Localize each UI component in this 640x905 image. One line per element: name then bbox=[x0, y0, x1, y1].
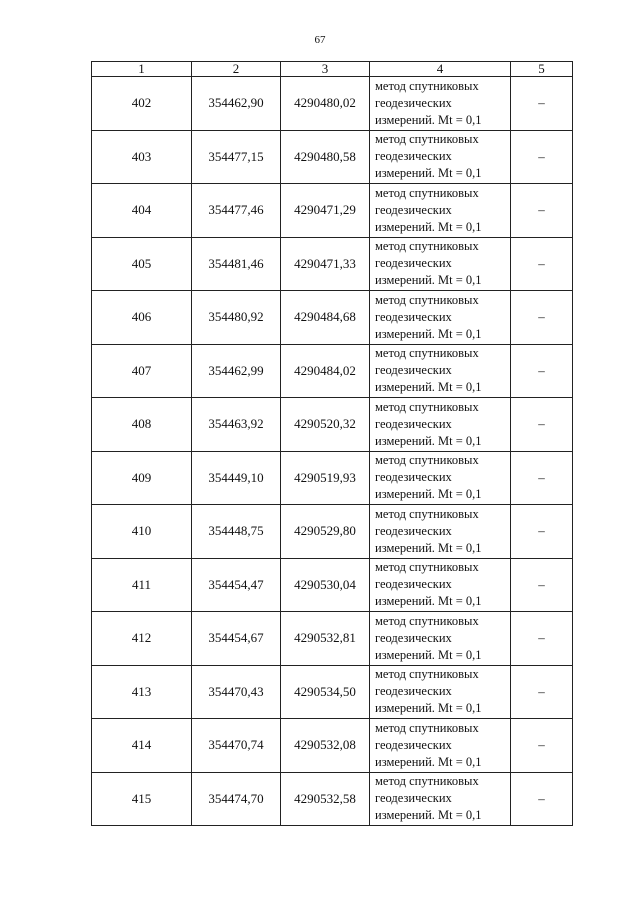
table-row bbox=[92, 344, 573, 398]
method-text-line: измерений. Mt = 0,1 bbox=[375, 326, 482, 341]
y-coordinate-cell: 4290532,08 bbox=[281, 719, 370, 773]
column-5-cell: – bbox=[511, 505, 573, 559]
y-coordinate-cell: 4290484,68 bbox=[281, 291, 370, 345]
method-cell bbox=[370, 77, 511, 131]
method-text-line: геодезических bbox=[375, 791, 452, 806]
table-row bbox=[92, 719, 573, 773]
method-text-line: измерений. Mt = 0,1 bbox=[375, 166, 482, 181]
point-number-cell: 411 bbox=[92, 558, 192, 612]
method-cell bbox=[370, 612, 511, 666]
column-header-3: 3 bbox=[281, 62, 370, 77]
x-coordinate-cell: 354454,67 bbox=[192, 612, 281, 666]
y-coordinate-cell: 4290532,58 bbox=[281, 772, 370, 826]
method-text-line: метод спутниковых bbox=[375, 720, 479, 735]
table-row bbox=[92, 398, 573, 452]
x-coordinate-cell: 354481,46 bbox=[192, 237, 281, 291]
y-coordinate-cell: 4290519,93 bbox=[281, 451, 370, 505]
method-text-line: геодезических bbox=[375, 95, 452, 110]
x-coordinate-cell: 354463,92 bbox=[192, 398, 281, 452]
method-cell bbox=[370, 558, 511, 612]
method-cell bbox=[370, 505, 511, 559]
column-header-4: 4 bbox=[370, 62, 511, 77]
method-text-line: измерений. Mt = 0,1 bbox=[375, 219, 482, 234]
table-row bbox=[92, 558, 573, 612]
method-text-line: измерений. Mt = 0,1 bbox=[375, 808, 482, 823]
point-number-cell: 403 bbox=[92, 130, 192, 184]
method-text-line: измерений. Mt = 0,1 bbox=[375, 112, 482, 127]
y-coordinate-cell: 4290520,32 bbox=[281, 398, 370, 452]
method-text-line: геодезических bbox=[375, 363, 452, 378]
point-number-cell: 405 bbox=[92, 237, 192, 291]
point-number-cell: 412 bbox=[92, 612, 192, 666]
method-text-line: геодезических bbox=[375, 577, 452, 592]
method-cell bbox=[370, 344, 511, 398]
method-text-line: измерений. Mt = 0,1 bbox=[375, 754, 482, 769]
method-cell bbox=[370, 451, 511, 505]
method-text-line: метод спутниковых bbox=[375, 78, 479, 93]
method-text-line: метод спутниковых bbox=[375, 667, 479, 682]
method-text-line: метод спутниковых bbox=[375, 560, 479, 575]
point-number-cell: 406 bbox=[92, 291, 192, 345]
method-text-line: геодезических bbox=[375, 309, 452, 324]
table-row bbox=[92, 184, 573, 238]
column-5-cell: – bbox=[511, 398, 573, 452]
method-text-line: метод спутниковых bbox=[375, 185, 479, 200]
method-cell bbox=[370, 130, 511, 184]
method-text-line: геодезических bbox=[375, 202, 452, 217]
y-coordinate-cell: 4290480,02 bbox=[281, 77, 370, 131]
table-row bbox=[92, 612, 573, 666]
column-5-cell: – bbox=[511, 665, 573, 719]
coordinates-table bbox=[91, 61, 573, 826]
x-coordinate-cell: 354477,46 bbox=[192, 184, 281, 238]
method-text-line: метод спутниковых bbox=[375, 346, 479, 361]
table-row bbox=[92, 237, 573, 291]
method-text-line: геодезических bbox=[375, 630, 452, 645]
table-row bbox=[92, 665, 573, 719]
table-header bbox=[92, 62, 573, 77]
y-coordinate-cell: 4290534,50 bbox=[281, 665, 370, 719]
column-header-2: 2 bbox=[192, 62, 281, 77]
column-5-cell: – bbox=[511, 344, 573, 398]
method-text-line: метод спутниковых bbox=[375, 399, 479, 414]
method-text-line: геодезических bbox=[375, 684, 452, 699]
point-number-cell: 402 bbox=[92, 77, 192, 131]
x-coordinate-cell: 354470,74 bbox=[192, 719, 281, 773]
y-coordinate-cell: 4290484,02 bbox=[281, 344, 370, 398]
method-text-line: метод спутниковых bbox=[375, 613, 479, 628]
point-number-cell: 413 bbox=[92, 665, 192, 719]
method-cell bbox=[370, 291, 511, 345]
method-text-line: метод спутниковых bbox=[375, 506, 479, 521]
method-text-line: метод спутниковых bbox=[375, 292, 479, 307]
point-number-cell: 404 bbox=[92, 184, 192, 238]
method-text-line: измерений. Mt = 0,1 bbox=[375, 273, 482, 288]
column-header-5: 5 bbox=[511, 62, 573, 77]
method-text-line: измерений. Mt = 0,1 bbox=[375, 701, 482, 716]
y-coordinate-cell: 4290530,04 bbox=[281, 558, 370, 612]
x-coordinate-cell: 354448,75 bbox=[192, 505, 281, 559]
method-cell bbox=[370, 665, 511, 719]
method-text-line: измерений. Mt = 0,1 bbox=[375, 380, 482, 395]
column-5-cell: – bbox=[511, 77, 573, 131]
x-coordinate-cell: 354462,99 bbox=[192, 344, 281, 398]
column-5-cell: – bbox=[511, 451, 573, 505]
method-text-line: геодезических bbox=[375, 256, 452, 271]
method-text-line: измерений. Mt = 0,1 bbox=[375, 487, 482, 502]
method-cell bbox=[370, 719, 511, 773]
x-coordinate-cell: 354474,70 bbox=[192, 772, 281, 826]
table-row bbox=[92, 772, 573, 826]
method-text-line: геодезических bbox=[375, 470, 452, 485]
method-text-line: измерений. Mt = 0,1 bbox=[375, 540, 482, 555]
column-header-1: 1 bbox=[92, 62, 192, 77]
point-number-cell: 414 bbox=[92, 719, 192, 773]
method-text-line: геодезических bbox=[375, 523, 452, 538]
method-text-line: метод спутниковых bbox=[375, 132, 479, 147]
method-text-line: измерений. Mt = 0,1 bbox=[375, 433, 482, 448]
y-coordinate-cell: 4290471,33 bbox=[281, 237, 370, 291]
method-text-line: геодезических bbox=[375, 416, 452, 431]
table-body bbox=[92, 77, 573, 826]
page-number: 67 bbox=[314, 34, 326, 46]
column-5-cell: – bbox=[511, 130, 573, 184]
point-number-cell: 408 bbox=[92, 398, 192, 452]
table-row bbox=[92, 77, 573, 131]
column-5-cell: – bbox=[511, 719, 573, 773]
column-5-cell: – bbox=[511, 291, 573, 345]
y-coordinate-cell: 4290529,80 bbox=[281, 505, 370, 559]
x-coordinate-cell: 354449,10 bbox=[192, 451, 281, 505]
table-row bbox=[92, 291, 573, 345]
method-text-line: геодезических bbox=[375, 737, 452, 752]
y-coordinate-cell: 4290532,81 bbox=[281, 612, 370, 666]
column-5-cell: – bbox=[511, 772, 573, 826]
point-number-cell: 415 bbox=[92, 772, 192, 826]
method-text-line: измерений. Mt = 0,1 bbox=[375, 647, 482, 662]
table-row bbox=[92, 451, 573, 505]
method-text-line: метод спутниковых bbox=[375, 774, 479, 789]
x-coordinate-cell: 354462,90 bbox=[192, 77, 281, 131]
method-text-line: метод спутниковых bbox=[375, 239, 479, 254]
column-5-cell: – bbox=[511, 558, 573, 612]
point-number-cell: 410 bbox=[92, 505, 192, 559]
method-text-line: геодезических bbox=[375, 149, 452, 164]
column-5-cell: – bbox=[511, 184, 573, 238]
header-row bbox=[92, 62, 573, 77]
x-coordinate-cell: 354477,15 bbox=[192, 130, 281, 184]
point-number-cell: 409 bbox=[92, 451, 192, 505]
method-text-line: измерений. Mt = 0,1 bbox=[375, 594, 482, 609]
x-coordinate-cell: 354480,92 bbox=[192, 291, 281, 345]
table-row bbox=[92, 505, 573, 559]
y-coordinate-cell: 4290480,58 bbox=[281, 130, 370, 184]
table-row bbox=[92, 130, 573, 184]
column-5-cell: – bbox=[511, 612, 573, 666]
method-cell bbox=[370, 237, 511, 291]
method-text-line: метод спутниковых bbox=[375, 453, 479, 468]
x-coordinate-cell: 354470,43 bbox=[192, 665, 281, 719]
x-coordinate-cell: 354454,47 bbox=[192, 558, 281, 612]
y-coordinate-cell: 4290471,29 bbox=[281, 184, 370, 238]
point-number-cell: 407 bbox=[92, 344, 192, 398]
column-5-cell: – bbox=[511, 237, 573, 291]
method-cell bbox=[370, 398, 511, 452]
method-cell bbox=[370, 772, 511, 826]
method-cell bbox=[370, 184, 511, 238]
